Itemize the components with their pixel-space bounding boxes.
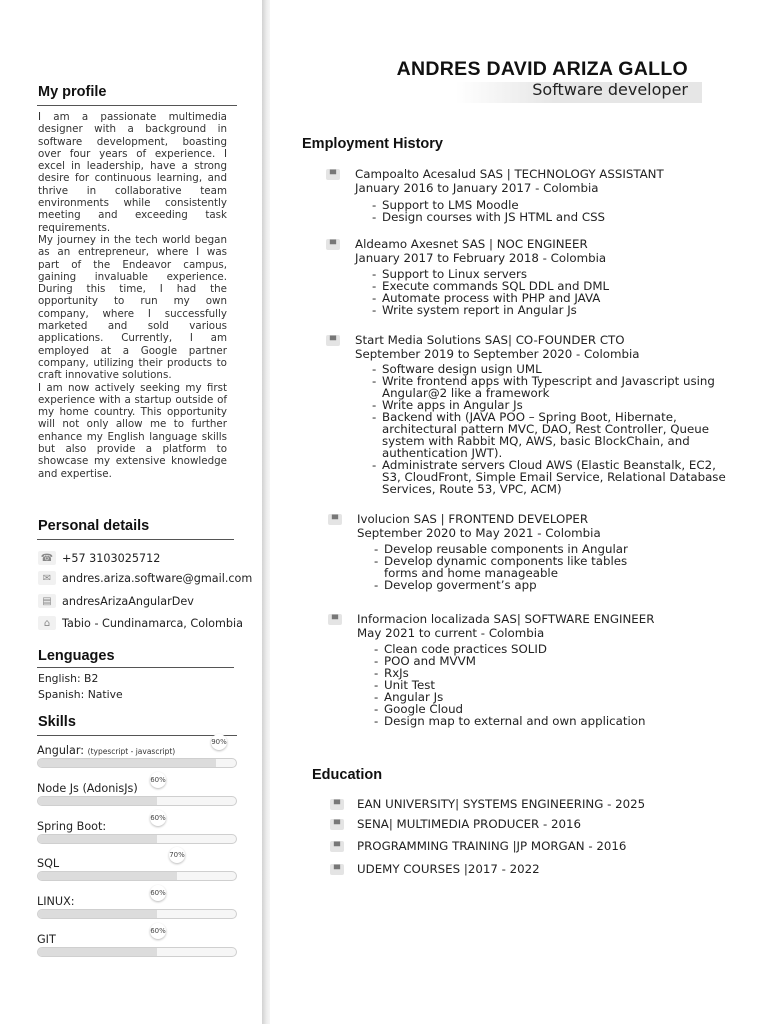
skill-bar-fill xyxy=(38,948,157,956)
job-duty: - Execute commands SQL DDL and DML xyxy=(372,280,609,292)
contact-email[interactable] xyxy=(38,569,252,587)
skill-bar xyxy=(37,947,237,957)
job-duty: - Google Cloud xyxy=(374,703,645,715)
skill-percent: 70% xyxy=(169,847,185,863)
contact-profile xyxy=(38,592,194,610)
skill-bar xyxy=(37,909,237,919)
job-period: January 2016 to January 2017 - Colombia xyxy=(355,181,599,195)
education-text: UDEMY COURSES |2017 - 2022 xyxy=(357,862,540,876)
job-title: Informacion localizada SAS| SOFTWARE ENGINEER xyxy=(357,612,655,626)
skill-bar-fill xyxy=(38,910,157,918)
job-duty: - Unit Test xyxy=(374,679,645,691)
personal-details-rule xyxy=(37,539,234,540)
education-item xyxy=(330,861,540,877)
job-duty: - Support to LMS Moodle xyxy=(372,199,605,211)
job-duties xyxy=(374,643,645,727)
skill-bar-fill xyxy=(38,835,157,843)
skill-percent: 60% xyxy=(150,885,166,901)
job-duty: - Write system report in Angular Js xyxy=(372,304,609,316)
job-duty: - Develop dynamic components like tables forms and home manageable xyxy=(374,555,664,579)
skill-name: SQL xyxy=(37,857,60,870)
profile-heading: My profile xyxy=(38,84,107,100)
email-icon: ✉ xyxy=(38,571,56,585)
skill-bar xyxy=(37,871,237,881)
graduation-cap-icon: ▀ xyxy=(330,864,344,875)
job-duty: - Clean code practices SOLID xyxy=(374,643,645,655)
job-duties xyxy=(372,363,732,495)
candidate-name: ANDRES DAVID ARIZA GALLO xyxy=(396,58,688,80)
job-duty: - Write apps in Angular Js xyxy=(372,399,732,411)
briefcase-icon: ▀ xyxy=(326,169,340,180)
profile-paragraph: My journey in the tech world began as an entrepreneur, where I was part of the Endeavor campus, gaining invaluable experience. During this time, I had the opportunity to run my own company, where I successfully marketed and sold various applications. Currently, I am employed at a Google partner company, utilizing their products to craft innovative solutions. xyxy=(38,233,227,382)
job-duty: - RxJs xyxy=(374,667,645,679)
job-duty: - Backend with (JAVA POO – Spring Boot, Hibernate, architectural pattern MVC, DAO, Rest Controller, Queue system with Rabbit MQ, AWS, basic BlockChain, and authentication JWT). xyxy=(372,411,732,459)
skill-bar-fill xyxy=(38,759,216,767)
candidate-role: Software developer xyxy=(532,80,688,99)
job-period: September 2020 to May 2021 - Colombia xyxy=(357,526,601,540)
job-title: Start Media Solutions SAS| CO-FOUNDER CTO xyxy=(355,333,625,347)
skills-rule xyxy=(37,735,237,736)
skill-bar xyxy=(37,796,237,806)
skill-note: (typescript - javascript) xyxy=(87,747,176,756)
language-english: English: B2 xyxy=(38,672,99,685)
contact-location xyxy=(38,614,243,632)
skill-percent: 60% xyxy=(150,772,166,788)
language-spanish: Spanish: Native xyxy=(38,688,123,701)
sidebar xyxy=(0,0,262,1024)
education-text: EAN UNIVERSITY| SYSTEMS ENGINEERING - 2025 xyxy=(357,797,646,811)
skill-linux xyxy=(37,889,237,933)
education-item xyxy=(330,796,645,812)
languages-heading: Lenguages xyxy=(38,648,115,664)
graduation-cap-icon: ▀ xyxy=(330,819,344,830)
phone-icon: ☎ xyxy=(38,551,56,565)
education-item xyxy=(330,816,581,832)
skill-spring-boot xyxy=(37,814,237,858)
profile-card-icon: ▤ xyxy=(38,594,56,608)
job-duties xyxy=(372,268,609,316)
skill-name: Angular: (typescript - javascript) xyxy=(37,744,176,757)
personal-details-heading: Personal details xyxy=(38,518,150,534)
job-duty: - Design courses with JS HTML and CSS xyxy=(372,211,605,223)
job-duty: - Automate process with PHP and JAVA xyxy=(372,292,609,304)
briefcase-icon: ▀ xyxy=(328,614,342,625)
job-duties xyxy=(372,199,605,223)
job-duty: - Administrate servers Cloud AWS (Elastic Beanstalk, EC2, S3, CloudFront, Simple Email Service, Relational Database Services, Route 53, VPC, ACM) xyxy=(372,459,732,495)
job-duty: - Angular Js xyxy=(374,691,645,703)
graduation-cap-icon: ▀ xyxy=(330,799,344,810)
job-duty: - Develop reusable components in Angular xyxy=(374,543,664,555)
contact-email-text[interactable]: andres.ariza.software@gmail.com xyxy=(62,571,253,585)
skill-bar-fill xyxy=(38,797,157,805)
languages-rule xyxy=(37,667,234,668)
education-text: PROGRAMMING TRAINING |JP MORGAN - 2016 xyxy=(357,839,627,853)
contact-phone-text: +57 3103025712 xyxy=(62,551,161,565)
skill-percent: 60% xyxy=(150,810,166,826)
contact-profile-text: andresArizaAngularDev xyxy=(62,594,194,608)
profile-paragraph: I am a passionate multimedia designer with a background in software development, boasting over four years of experience. I excel in leadership, have a strong desire for continuous learning, and thrive in collaborative team environments while consistently meeting and exceeding task requirements. xyxy=(38,111,227,234)
job-duty: - Design map to external and own application xyxy=(374,715,645,727)
profile-paragraph: I am now actively seeking my first experience with a startup outside of my home country. This opportunity will not only allow me to further enhance my English language skills but also provide a platform to showcase my extensive knowledge and expertise. xyxy=(38,381,227,480)
job-duties xyxy=(374,543,664,591)
skill-name: GIT xyxy=(37,933,56,946)
job-period: May 2021 to current - Colombia xyxy=(357,626,545,640)
briefcase-icon: ▀ xyxy=(326,335,340,346)
education-heading: Education xyxy=(312,767,383,783)
skill-name: Spring Boot: xyxy=(37,820,107,833)
skill-nodejs xyxy=(37,776,237,820)
home-icon: ⌂ xyxy=(38,616,56,630)
skill-name: LINUX: xyxy=(37,895,75,908)
skill-git xyxy=(37,927,237,971)
job-duty: - Software design usign UML xyxy=(372,363,732,375)
job-duty: - Write frontend apps with Typescript and Javascript using Angular@2 like a framework xyxy=(372,375,732,399)
skill-percent: 60% xyxy=(150,923,166,939)
profile-text xyxy=(38,111,227,480)
skill-bar xyxy=(37,758,237,768)
job-duty: - Support to Linux servers xyxy=(372,268,609,280)
briefcase-icon: ▀ xyxy=(326,239,340,250)
briefcase-icon: ▀ xyxy=(328,514,342,525)
profile-heading-rule xyxy=(37,105,237,106)
skill-angular xyxy=(37,738,237,782)
skill-name: Node Js (AdonisJs) xyxy=(37,782,138,795)
education-text: SENA| MULTIMEDIA PRODUCER - 2016 xyxy=(357,817,582,831)
skill-bar-fill xyxy=(38,872,177,880)
job-title: Aldeamo Axesnet SAS | NOC ENGINEER xyxy=(355,237,588,251)
job-period: September 2019 to September 2020 - Colombia xyxy=(355,347,640,361)
job-title: Ivolucion SAS | FRONTEND DEVELOPER xyxy=(357,512,589,526)
skills-heading: Skills xyxy=(38,714,76,730)
employment-heading: Employment History xyxy=(302,136,443,152)
job-title: Campoalto Acesalud SAS | TECHNOLOGY ASSISTANT xyxy=(355,167,664,181)
contact-phone xyxy=(38,549,160,567)
skill-percent: 90% xyxy=(211,734,227,750)
column-divider xyxy=(262,0,270,1024)
skill-sql xyxy=(37,851,237,895)
job-period: January 2017 to February 2018 - Colombia xyxy=(355,251,607,265)
job-duty: - Develop goverment’s app xyxy=(374,579,664,591)
skill-bar xyxy=(37,834,237,844)
job-duty: - POO and MVVM xyxy=(374,655,645,667)
graduation-cap-icon: ▀ xyxy=(330,841,344,852)
contact-location-text: Tabio - Cundinamarca, Colombia xyxy=(62,616,243,630)
education-item xyxy=(330,838,626,854)
